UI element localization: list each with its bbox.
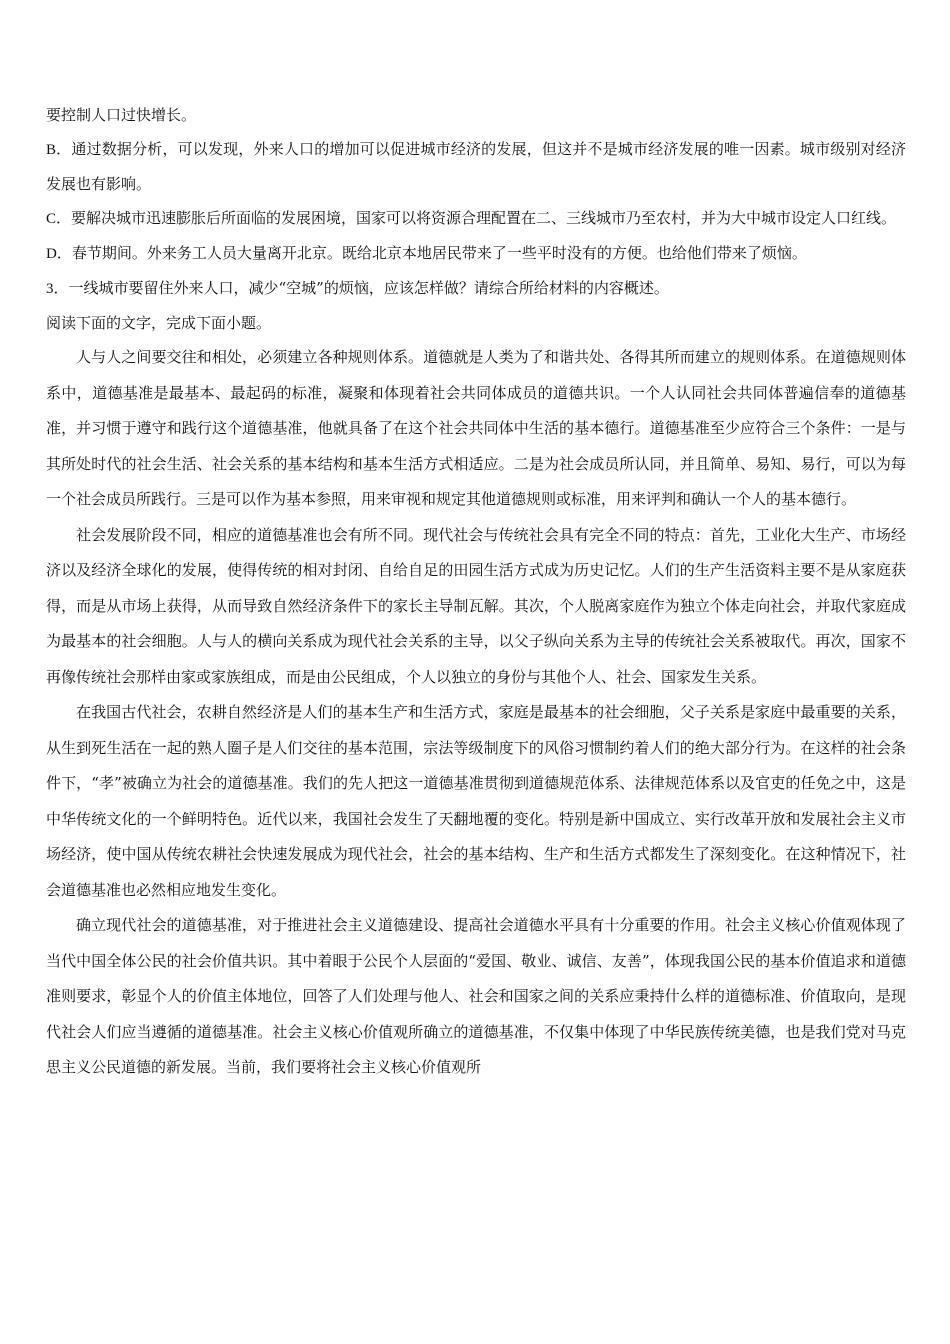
option-d (46, 236, 906, 271)
option-label: D． (46, 246, 72, 262)
option-text: 要解决城市迅速膨胀后所面临的发展困境，国家可以将资源合理配置在二、三线城市乃至农村，并为大中城市设定人口红线。 (71, 209, 897, 227)
option-b (46, 132, 906, 201)
question-3 (46, 271, 906, 306)
question-text: 一线城市要留住外来人口，减少“空城”的烦恼，应该怎样做？请综合所给材料的内容概述。 (68, 279, 669, 297)
option-label: B． (46, 142, 72, 158)
document-page (46, 98, 906, 1086)
option-c (46, 201, 906, 236)
passage-paragraph: 社会发展阶段不同，相应的道德基准也会有所不同。现代社会与传统社会具有完全不同的特点：首先，工业化大生产、市场经济以及经济全球化的发展，使得传统的相对封闭、自给自足的田园生活方式成为历史记忆。人们的生产生活资料主要不是从家庭获得，而是从市场上获得，从而导致自然经济条件下的家长主导制瓦解。其次，个人脱离家庭作为独立个体走向社会，并取代家庭成为最基本的社会细胞。人与人的横向关系成为现代社会关系的主导，以父子纵向关系为主导的传统社会关系被取代。再次，国家不再像传统社会那样由家或家族组成，而是由公民组成，个人以独立的身份与其他个人、社会、国家发生关系。 (46, 525, 906, 686)
question-number: 3． (46, 281, 69, 297)
passage-paragraph: 在我国古代社会，农耕自然经济是人们的基本生产和生活方式，家庭是最基本的社会细胞，父子关系是家庭中最重要的关系，从生到死生活在一起的熟人圈子是人们交往的基本范围，宗法等级制度下的风俗习惯制约着人们的绝大部分行为。在这样的社会条件下，“孝”被确立为社会的道德基准。我们的先人把这一道德基准贯彻到道德规范体系、法律规范体系以及官吏的任免之中，这是中华传统文化的一个鲜明特色。近代以来，我国社会发生了天翻地覆的变化。特别是新中国成立、实行改革开放和发展社会主义市场经济，使中国从传统农耕社会快速发展成为现代社会，社会的基本结构、生产和生活方式都发生了深刻变化。在这种情况下，社会道德基准也必然相应地发生变化。 (46, 703, 906, 899)
passage-paragraph: 确立现代社会的道德基准，对于推进社会主义道德建设、提高社会道德水平具有十分重要的作用。社会主义核心价值观体现了当代中国全体公民的社会价值共识。其中着眼于公民个人层面的“爱国、敬业、诚信、友善”，体现我国公民的基本价值追求和道德准则要求，彰显个人的价值主体地位，回答了人们处理与他人、社会和国家之间的关系应秉持什么样的道德标准、价值取向，是现代社会人们应当遵循的道德基准。社会主义核心价值观所确立的道德基准，不仅集中体现了中华民族传统美德，也是我们党对马克思主义公民道德的新发展。当前，我们要将社会主义核心价值观所 (46, 916, 906, 1076)
reading-instruction: 阅读下面的文字，完成下面小题。 (46, 314, 272, 332)
option-text: 春节期间。外来务工人员大量离开北京。既给北京本地居民带来了一些平时没有的方便。也给他们带来了烦恼。 (71, 244, 807, 262)
passage-paragraph: 人与人之间要交往和相处，必须建立各种规则体系。道德就是人类为了和谐共处、各得其所而建立的规则体系。在道德规则体系中，道德基准是最基本、最起码的标准，凝聚和体现着社会共同体成员的道德共识。一个人认同社会共同体普遍信奉的道德基准，并习惯于遵守和践行这个道德基准，他就具备了在这个社会共同体中生活的基本德行。道德基准至少应符合三个条件：一是与其所处时代的社会生活、社会关系的基本结构和基本生活方式相适应。二是为社会成员所认同，并且简单、易知、易行，可以为每一个社会成员所践行。三是可以作为基本参照，用来审视和规定其他道德规则或标准，用来评判和确认一个人的基本德行。 (46, 348, 906, 508)
continuation-line: 要控制人口过快增长。 (46, 106, 197, 124)
option-text: 通过数据分析，可以发现，外来人口的增加可以促进城市经济的发展，但这并不是城市经济发展的唯一因素。城市级别对经济发展也有影响。 (46, 140, 906, 193)
option-label: C． (46, 211, 72, 227)
